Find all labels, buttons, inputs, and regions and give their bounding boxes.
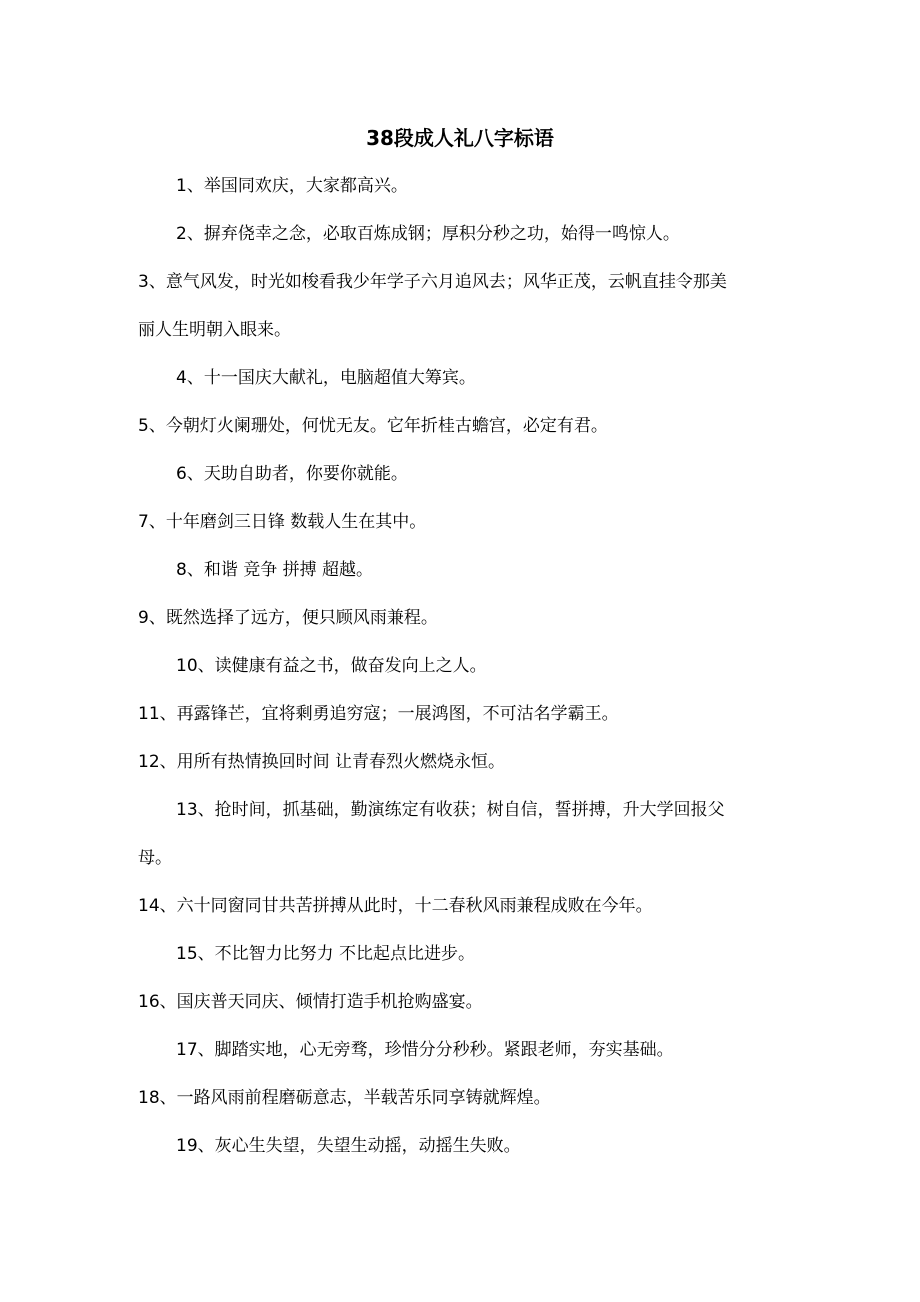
slogan-item-18: 18、一路风雨前程磨砺意志，半载苦乐同享铸就辉煌。	[138, 1088, 551, 1108]
slogan-item-19: 19、灰心生失望，失望生动摇，动摇生失败。	[176, 1136, 521, 1156]
slogan-item-5: 5、今朝灯火阑珊处，何忧无友。它年折桂古蟾宫，必定有君。	[138, 416, 608, 436]
slogan-item-10: 10、读健康有益之书，做奋发向上之人。	[176, 656, 487, 676]
slogan-item-7: 7、十年磨剑三日锋 数载人生在其中。	[138, 512, 427, 532]
slogan-item-6: 6、天助自助者，你要你就能。	[176, 464, 408, 484]
slogan-item-1: 1、举国同欢庆，大家都高兴。	[176, 176, 408, 196]
slogan-item-4: 4、十一国庆大献礼，电脑超值大筹宾。	[176, 368, 476, 388]
slogan-item-16: 16、国庆普天同庆、倾情打造手机抢购盛宴。	[138, 992, 483, 1012]
slogan-item-9: 9、既然选择了远方，便只顾风雨兼程。	[138, 608, 438, 628]
slogan-item-15: 15、不比智力比努力 不比起点比进步。	[176, 944, 476, 964]
slogan-item-14: 14、六十同窗同甘共苦拼搏从此时，十二春秋风雨兼程成败在今年。	[138, 896, 653, 916]
slogan-item-17: 17、脚踏实地，心无旁骛，珍惜分分秒秒。紧跟老师，夯实基础。	[176, 1040, 674, 1060]
slogan-item-8: 8、和谐 竞争 拼搏 超越。	[176, 560, 374, 580]
document-title: 38段成人礼八字标语	[366, 126, 554, 150]
slogan-item-11: 11、再露锋芒，宜将剩勇追穷寇；一展鸿图，不可沽名学霸王。	[138, 704, 619, 724]
slogan-item-13-continuation: 母。	[138, 848, 172, 868]
slogan-item-13: 13、抢时间，抓基础，勤演练定有收获；树自信，誓拼搏，升大学回报父	[176, 800, 725, 820]
slogan-item-12: 12、用所有热情换回时间 让青春烈火燃烧永恒。	[138, 752, 506, 772]
slogan-item-3: 3、意气风发，时光如梭看我少年学子六月追风去；风华正茂，云帆直挂令那美	[138, 272, 727, 292]
slogan-item-3-continuation: 丽人生明朝入眼来。	[138, 320, 291, 340]
slogan-item-2: 2、摒弃侥幸之念，必取百炼成钢；厚积分秒之功，始得一鸣惊人。	[176, 224, 680, 244]
